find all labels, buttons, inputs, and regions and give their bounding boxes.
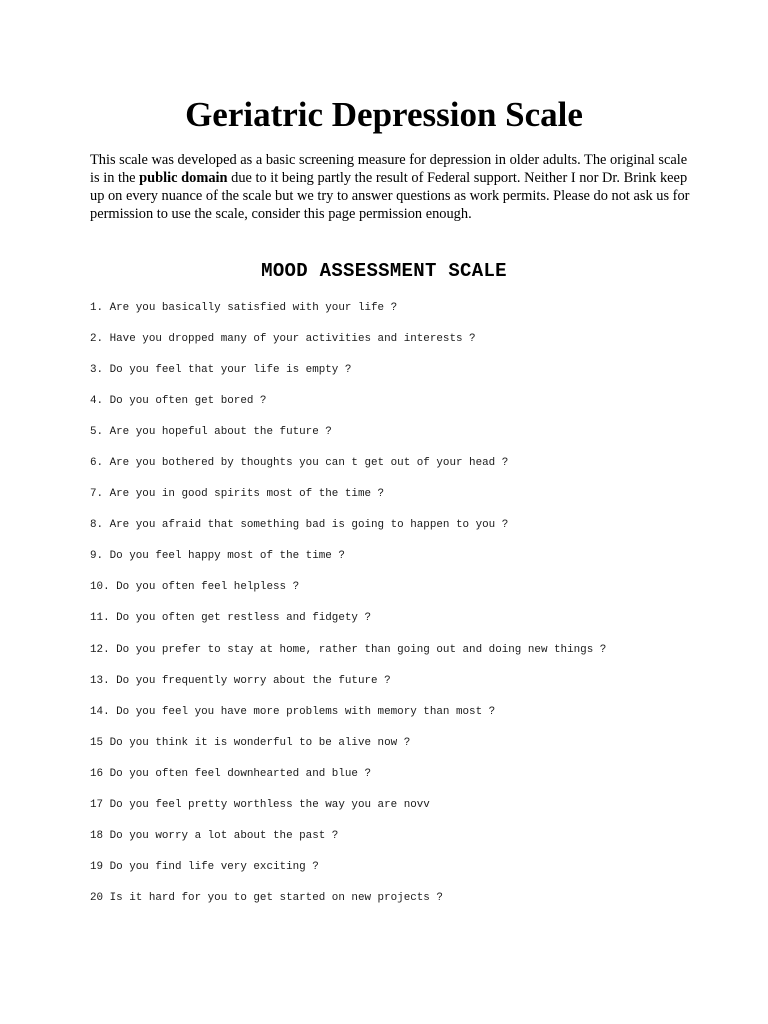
question-item-11: 11. Do you often get restless and fidgety ?: [90, 612, 372, 625]
question-list: [90, 300, 760, 921]
intro-text-start: This scale was developed as a basic screening measure for depression in older adults. The original scale is in the: [90, 152, 688, 186]
mood-assessment-heading: MOOD ASSESSMENT SCALE: [261, 260, 507, 282]
question-item-14: 14. Do you feel you have more problems with memory than most ?: [90, 705, 496, 718]
question-item-5: 5. Are you hopeful about the future ?: [90, 426, 332, 439]
question-item-12: 12. Do you prefer to stay at home, rather than going out and doing new things ?: [90, 643, 607, 656]
question-item-3: 3. Do you feel that your life is empty ?: [90, 364, 352, 377]
question-item-13: 13. Do you frequently worry about the future ?: [90, 674, 391, 687]
question-item-18: 18 Do you worry a lot about the past ?: [90, 829, 339, 842]
question-item-6: 6. Are you bothered by thoughts you can t get out of your head ?: [90, 457, 509, 470]
question-item-15: 15 Do you think it is wonderful to be alive now ?: [90, 736, 411, 749]
question-item-16: 16 Do you often feel downhearted and blue ?: [90, 767, 372, 780]
question-item-7: 7. Are you in good spirits most of the time ?: [90, 488, 385, 501]
question-item-4: 4. Do you often get bored ?: [90, 395, 267, 408]
document-title: Geriatric Depression Scale: [185, 95, 583, 134]
question-item-10: 10. Do you often feel helpless ?: [90, 581, 300, 594]
intro-text-end: due to it being partly the result of Federal support. Neither I nor Dr. Brink keep up on every nuance of the scale but we try to answer questions as work permits. Please do not ask us for permission to use the scale, consider this page permission enough.: [90, 170, 690, 222]
intro-public-domain-bold: public domain: [139, 170, 228, 186]
question-item-19: 19 Do you find life very exciting ?: [90, 860, 319, 873]
question-item-8: 8. Are you afraid that something bad is going to happen to you ?: [90, 519, 509, 532]
intro-paragraph: [90, 151, 690, 223]
question-item-1: 1. Are you basically satisfied with your life ?: [90, 302, 398, 314]
question-item-9: 9. Do you feel happy most of the time ?: [90, 550, 345, 563]
question-item-2: 2. Have you dropped many of your activities and interests ?: [90, 333, 476, 346]
question-item-20: 20 Is it hard for you to get started on new projects ?: [90, 891, 443, 904]
question-item-17: 17 Do you feel pretty worthless the way you are novv: [90, 798, 430, 811]
